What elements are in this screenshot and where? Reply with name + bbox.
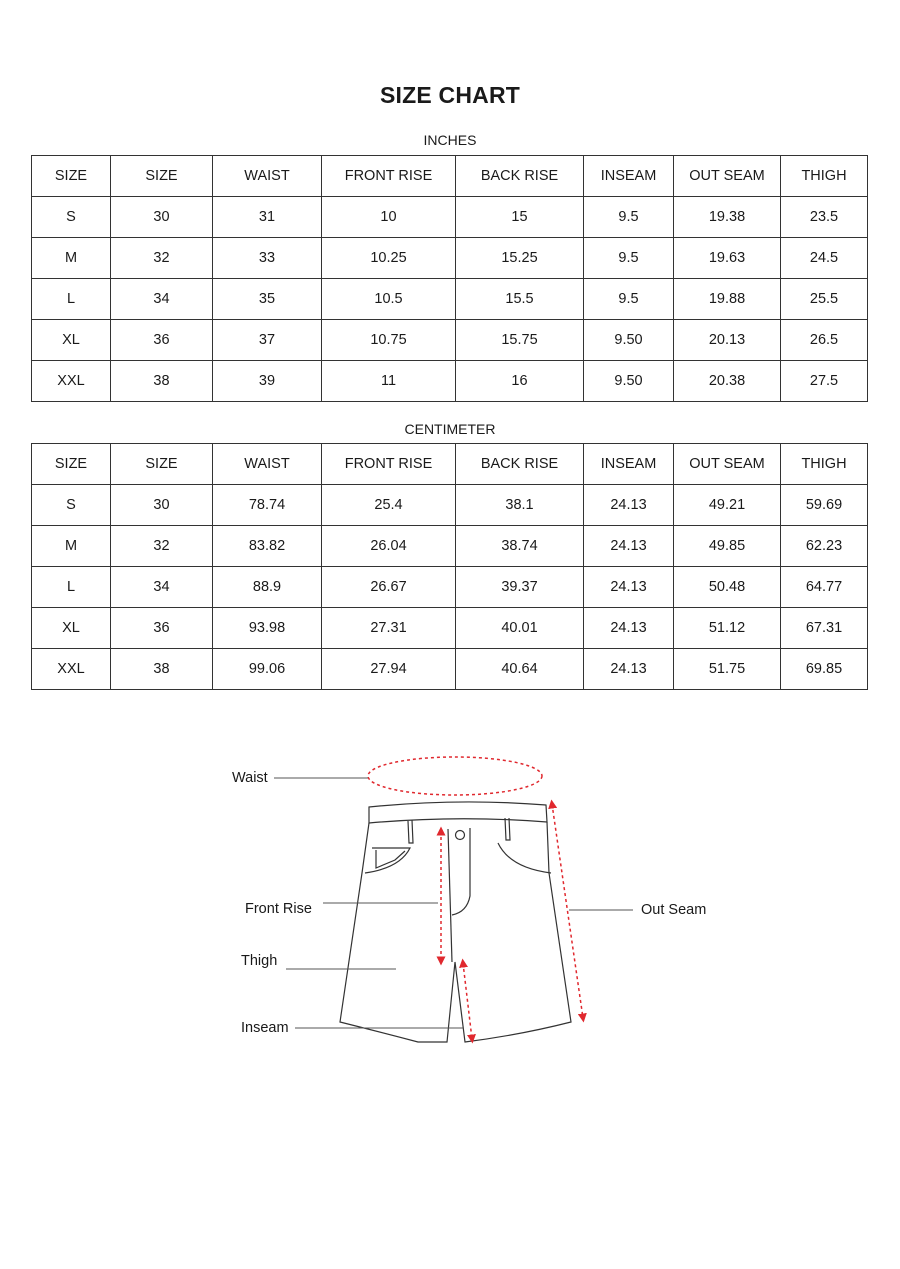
table-cell: 24.13 — [584, 608, 674, 649]
table-cell: 15.5 — [456, 279, 584, 320]
column-header: THIGH — [781, 444, 868, 485]
table-row — [32, 608, 868, 649]
table-row — [32, 238, 868, 279]
table-row — [32, 649, 868, 690]
table-cell: 9.50 — [584, 320, 674, 361]
size-label-cell: XL — [32, 608, 111, 649]
size-label-cell: S — [32, 485, 111, 526]
table-cell: 51.12 — [674, 608, 781, 649]
table-cell: 20.13 — [674, 320, 781, 361]
page-title: SIZE CHART — [380, 82, 520, 108]
table-cell: 34 — [111, 279, 213, 320]
table-row — [32, 567, 868, 608]
column-header: BACK RISE — [456, 156, 584, 197]
table-cell: 40.64 — [456, 649, 584, 690]
shorts-illustration — [340, 802, 571, 1042]
table-cell: 9.5 — [584, 279, 674, 320]
table-cell: 30 — [111, 197, 213, 238]
column-header: OUT SEAM — [674, 444, 781, 485]
column-header: INSEAM — [584, 444, 674, 485]
front-rise-label: Front Rise — [245, 901, 312, 917]
table-cell: 99.06 — [213, 649, 322, 690]
column-header: FRONT RISE — [322, 444, 456, 485]
table-cell: 30 — [111, 485, 213, 526]
table-cell: 19.88 — [674, 279, 781, 320]
column-header: SIZE — [111, 444, 213, 485]
table-cell: 38 — [111, 649, 213, 690]
table-row — [32, 485, 868, 526]
table-row — [32, 526, 868, 567]
table-cell: 24.5 — [781, 238, 868, 279]
table-cell: 25.5 — [781, 279, 868, 320]
size-label-cell: M — [32, 238, 111, 279]
column-header: THIGH — [781, 156, 868, 197]
table-cell: 24.13 — [584, 485, 674, 526]
table-cell: 33 — [213, 238, 322, 279]
out-seam-arrow — [552, 804, 583, 1018]
shorts-measurement-diagram — [0, 740, 900, 1060]
table-cell: 10.25 — [322, 238, 456, 279]
table-cell: 38.74 — [456, 526, 584, 567]
table-cell: 93.98 — [213, 608, 322, 649]
table-cell: 11 — [322, 361, 456, 402]
table-cell: 15.25 — [456, 238, 584, 279]
column-header: OUT SEAM — [674, 156, 781, 197]
table-cell: 27.94 — [322, 649, 456, 690]
size-label-cell: XXL — [32, 649, 111, 690]
centimeter-label: CENTIMETER — [404, 421, 496, 437]
column-header: WAIST — [213, 156, 322, 197]
waist-measure-ellipse — [368, 757, 542, 795]
table-cell: 16 — [456, 361, 584, 402]
table-row — [32, 279, 868, 320]
table-cell: 10.75 — [322, 320, 456, 361]
table-cell: 32 — [111, 238, 213, 279]
table-cell: 49.21 — [674, 485, 781, 526]
size-label-cell: S — [32, 197, 111, 238]
table-cell: 59.69 — [781, 485, 868, 526]
inches-label: INCHES — [423, 132, 477, 148]
table-cell: 49.85 — [674, 526, 781, 567]
table-cell: 83.82 — [213, 526, 322, 567]
table-cell: 32 — [111, 526, 213, 567]
table-cell: 19.38 — [674, 197, 781, 238]
size-label-cell: L — [32, 279, 111, 320]
table-cell: 26.67 — [322, 567, 456, 608]
header-row — [32, 156, 868, 197]
table-cell: 64.77 — [781, 567, 868, 608]
waist-label: Waist — [232, 770, 268, 786]
size-label-cell: M — [32, 526, 111, 567]
column-header: SIZE — [111, 156, 213, 197]
column-header: SIZE — [32, 156, 111, 197]
table-row — [32, 361, 868, 402]
table-cell: 36 — [111, 320, 213, 361]
inseam-label: Inseam — [241, 1020, 289, 1036]
table-cell: 9.5 — [584, 238, 674, 279]
table-cell: 15.75 — [456, 320, 584, 361]
table-cell: 39.37 — [456, 567, 584, 608]
table-cell: 9.50 — [584, 361, 674, 402]
table-cell: 35 — [213, 279, 322, 320]
table-cell: 27.31 — [322, 608, 456, 649]
table-cell: 23.5 — [781, 197, 868, 238]
table-cell: 67.31 — [781, 608, 868, 649]
table-cell: 26.5 — [781, 320, 868, 361]
table-cell: 34 — [111, 567, 213, 608]
table-cell: 9.5 — [584, 197, 674, 238]
size-label-cell: XXL — [32, 361, 111, 402]
table-cell: 38 — [111, 361, 213, 402]
table-cell: 62.23 — [781, 526, 868, 567]
table-cell: 24.13 — [584, 567, 674, 608]
column-header: FRONT RISE — [322, 156, 456, 197]
table-cell: 15 — [456, 197, 584, 238]
centimeter-size-table — [31, 443, 868, 690]
table-cell: 20.38 — [674, 361, 781, 402]
column-header: BACK RISE — [456, 444, 584, 485]
table-cell: 69.85 — [781, 649, 868, 690]
out-seam-label: Out Seam — [641, 902, 707, 918]
table-row — [32, 320, 868, 361]
table-row — [32, 197, 868, 238]
inches-size-table — [31, 155, 868, 402]
table-cell: 51.75 — [674, 649, 781, 690]
column-header: SIZE — [32, 444, 111, 485]
thigh-label: Thigh — [241, 953, 278, 969]
table-cell: 37 — [213, 320, 322, 361]
table-cell: 24.13 — [584, 649, 674, 690]
size-label-cell: XL — [32, 320, 111, 361]
table-cell: 50.48 — [674, 567, 781, 608]
table-cell: 88.9 — [213, 567, 322, 608]
table-cell: 27.5 — [781, 361, 868, 402]
table-cell: 31 — [213, 197, 322, 238]
column-header: WAIST — [213, 444, 322, 485]
size-label-cell: L — [32, 567, 111, 608]
table-cell: 38.1 — [456, 485, 584, 526]
table-cell: 39 — [213, 361, 322, 402]
table-cell: 24.13 — [584, 526, 674, 567]
table-cell: 40.01 — [456, 608, 584, 649]
table-cell: 25.4 — [322, 485, 456, 526]
table-cell: 78.74 — [213, 485, 322, 526]
table-cell: 10 — [322, 197, 456, 238]
header-row — [32, 444, 868, 485]
column-header: INSEAM — [584, 156, 674, 197]
table-cell: 26.04 — [322, 526, 456, 567]
table-cell: 36 — [111, 608, 213, 649]
table-cell: 10.5 — [322, 279, 456, 320]
inseam-arrow — [463, 963, 472, 1039]
table-cell: 19.63 — [674, 238, 781, 279]
